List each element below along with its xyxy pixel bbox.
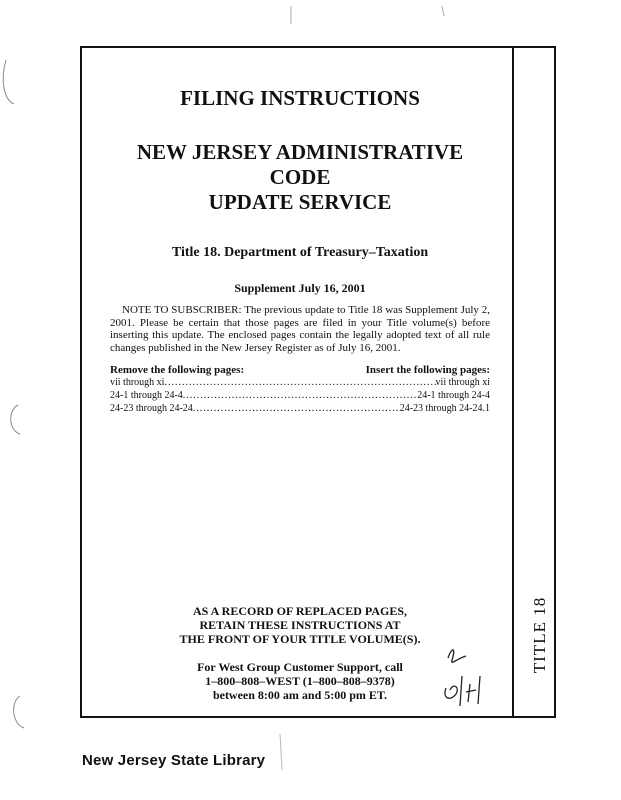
- subscriber-note: NOTE TO SUBSCRIBER: The previous update to Title 18 was Supplement July 2, 2001. Please be certain that those pages are filed in your Title volume(s) before inserting this update. The enclosed pages contain the legally adopted text of all rule changes published in the New Jersey Register as of July 16, 2001.: [110, 304, 490, 354]
- library-stamp: New Jersey State Library: [82, 752, 266, 769]
- support-line-1: For West Group Customer Support, call: [197, 660, 403, 674]
- insert-pages: vii through xi: [435, 377, 490, 388]
- remove-header: Remove the following pages:: [110, 364, 245, 376]
- side-tab-label: TITLE 18: [530, 596, 549, 674]
- insert-pages: 24-1 through 24-4: [417, 390, 490, 401]
- subtitle: Title 18. Department of Treasury–Taxation: [171, 245, 429, 260]
- page-title: FILING INSTRUCTIONS: [180, 86, 420, 110]
- remove-pages: 24-23 through 24-24: [110, 403, 193, 414]
- insert-pages: 24-23 through 24-24.1: [399, 403, 490, 414]
- insert-header: Insert the following pages:: [365, 364, 490, 376]
- record-notice-line-2: RETAIN THESE INSTRUCTIONS AT: [199, 618, 401, 632]
- support-phone: 1–800–808–WEST (1–800–808–9378): [205, 674, 395, 688]
- remove-pages: vii through xi: [110, 377, 165, 388]
- record-notice-line-1: AS A RECORD OF REPLACED PAGES,: [192, 604, 408, 618]
- support-hours: between 8:00 am and 5:00 pm ET.: [212, 688, 388, 702]
- code-title-line-1: NEW JERSEY ADMINISTRATIVE CODE: [136, 140, 464, 189]
- record-notice-line-3: THE FRONT OF YOUR TITLE VOLUME(S).: [179, 632, 421, 646]
- remove-pages: 24-1 through 24-4: [110, 390, 183, 401]
- code-title-line-2: UPDATE SERVICE: [208, 190, 392, 214]
- supplement-date: Supplement July 16, 2001: [234, 281, 366, 295]
